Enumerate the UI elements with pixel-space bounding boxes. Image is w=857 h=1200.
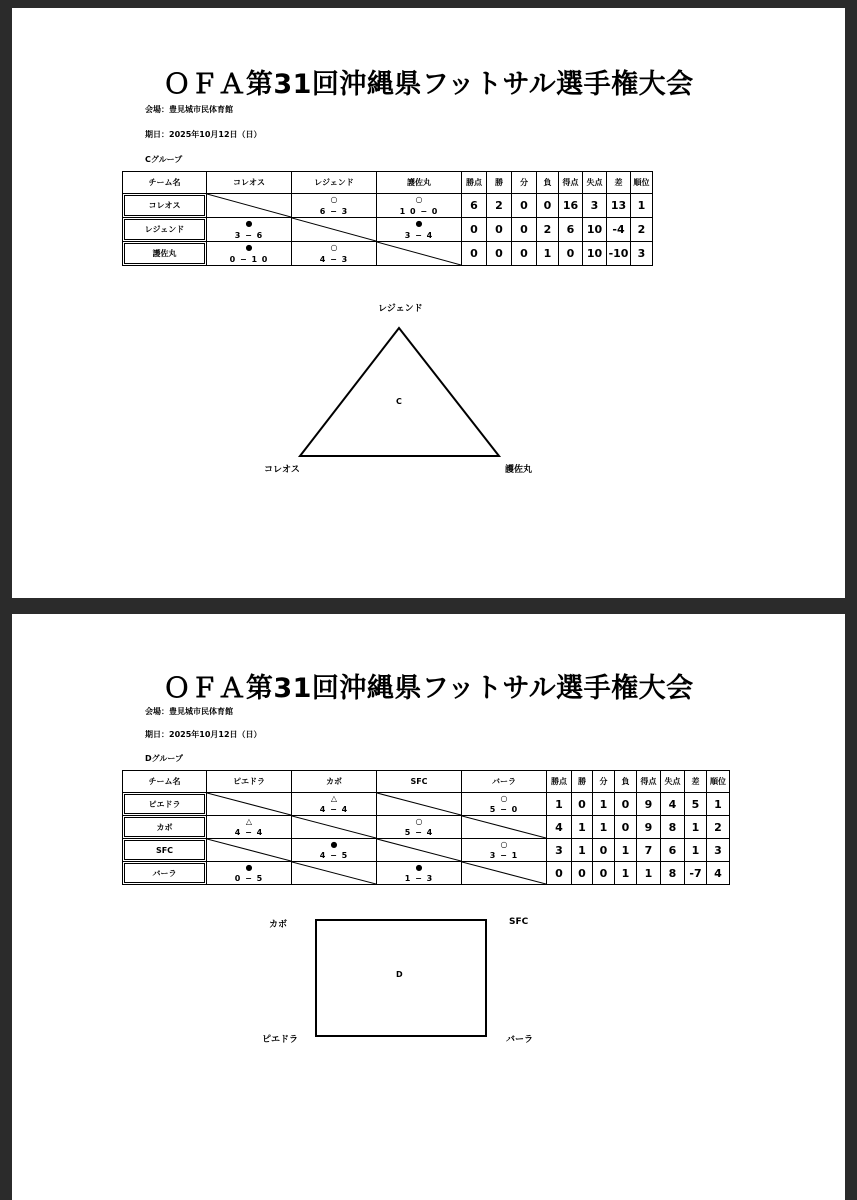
- header-stat: 負: [615, 771, 637, 793]
- results-table: [122, 770, 730, 885]
- stat-cell: 1: [615, 839, 637, 862]
- header-stat: 勝点: [462, 172, 487, 194]
- match-cell: ○ 1 0 − 0: [377, 194, 462, 218]
- stat-cell: 1: [572, 816, 593, 839]
- match-cell-self: [207, 793, 292, 816]
- stat-cell: 4: [707, 862, 730, 885]
- match-cell-self: [377, 839, 462, 862]
- stat-cell: 1: [615, 862, 637, 885]
- page-title: ＯＦＡ第31回沖縄県フットサル選手権大会: [163, 673, 694, 704]
- match-cell-self: [377, 242, 462, 266]
- team-name-cell: カボ: [123, 816, 207, 839]
- corner-label-bottom-left: コレオス: [264, 465, 300, 475]
- table-header-row: [123, 172, 653, 194]
- stat-cell: 10: [583, 218, 607, 242]
- header-stat: 分: [593, 771, 615, 793]
- header-team: チーム名: [123, 172, 207, 194]
- stat-cell: 0: [512, 242, 537, 266]
- group-label: Dグループ: [145, 754, 184, 763]
- header-stat: 差: [685, 771, 707, 793]
- stat-cell: 0: [487, 242, 512, 266]
- match-cell: ○ 5 − 4: [377, 816, 462, 839]
- table-row: [123, 816, 730, 839]
- stat-cell: -7: [685, 862, 707, 885]
- team-name-cell: バーラ: [123, 862, 207, 885]
- stat-cell: 3: [707, 839, 730, 862]
- group-label: Cグループ: [145, 155, 183, 164]
- stat-cell: 4: [547, 816, 572, 839]
- stat-cell: 10: [583, 242, 607, 266]
- team-name-cell: ピエドラ: [123, 793, 207, 816]
- match-cell: △ 4 − 4: [292, 793, 377, 816]
- match-cell: ○ 3 − 1: [462, 839, 547, 862]
- header-stat: 得点: [559, 172, 583, 194]
- stat-cell: 0: [512, 218, 537, 242]
- header-stat: 得点: [637, 771, 661, 793]
- document-page-group-c: [12, 8, 845, 598]
- page-title: ＯＦＡ第31回沖縄県フットサル選手権大会: [163, 69, 694, 100]
- stat-cell: 0: [559, 242, 583, 266]
- stat-cell: 1: [593, 816, 615, 839]
- stat-cell: 0: [547, 862, 572, 885]
- date-text: 期日：2025年10月12日（日）: [145, 130, 262, 139]
- header-opponent: コレオス: [207, 172, 292, 194]
- stat-cell: 16: [559, 194, 583, 218]
- match-cell-self: [292, 816, 377, 839]
- header-stat: 勝: [572, 771, 593, 793]
- stat-cell: 2: [707, 816, 730, 839]
- diagram-center-label: D: [396, 970, 403, 979]
- stat-cell: 7: [637, 839, 661, 862]
- match-cell: ○ 5 − 0: [462, 793, 547, 816]
- match-cell-empty: [207, 839, 292, 862]
- match-cell: ● 0 − 1 0: [207, 242, 292, 266]
- stat-cell: 8: [661, 862, 685, 885]
- stat-cell: 1: [707, 793, 730, 816]
- match-cell-empty: [292, 862, 377, 885]
- header-stat: 負: [537, 172, 559, 194]
- stat-cell: 5: [685, 793, 707, 816]
- table-header-row: [123, 771, 730, 793]
- stat-cell: 0: [572, 862, 593, 885]
- stat-cell: 0: [462, 218, 487, 242]
- match-cell-self: [292, 218, 377, 242]
- header-stat: 勝点: [547, 771, 572, 793]
- team-name-cell: レジェンド: [123, 218, 207, 242]
- match-cell: ● 1 − 3: [377, 862, 462, 885]
- stat-cell: 2: [537, 218, 559, 242]
- stat-cell: 0: [615, 816, 637, 839]
- venue-text: 会場：豊見城市民体育館: [145, 105, 233, 114]
- stat-cell: -4: [607, 218, 631, 242]
- match-cell-empty: [377, 793, 462, 816]
- match-cell: ○ 6 − 3: [292, 194, 377, 218]
- header-opponent: 護佐丸: [377, 172, 462, 194]
- match-cell: △ 4 − 4: [207, 816, 292, 839]
- stat-cell: 8: [661, 816, 685, 839]
- stat-cell: 6: [462, 194, 487, 218]
- stat-cell: 0: [487, 218, 512, 242]
- stat-cell: 0: [512, 194, 537, 218]
- stat-cell: 1: [685, 816, 707, 839]
- match-cell: ● 3 − 6: [207, 218, 292, 242]
- header-opponent: カボ: [292, 771, 377, 793]
- stat-cell: 3: [631, 242, 653, 266]
- match-cell: ● 4 − 5: [292, 839, 377, 862]
- table-row: [123, 862, 730, 885]
- corner-label-bottom-left: ピエドラ: [262, 1035, 299, 1045]
- table-row: [123, 839, 730, 862]
- corner-label-bottom-right: バーラ: [506, 1035, 534, 1045]
- stat-cell: 9: [637, 793, 661, 816]
- header-opponent: バーラ: [462, 771, 547, 793]
- header-stat: 失点: [583, 172, 607, 194]
- team-name-cell: コレオス: [123, 194, 207, 218]
- stat-cell: 1: [547, 793, 572, 816]
- stat-cell: 0: [462, 242, 487, 266]
- corner-label-top-right: SFC: [509, 917, 529, 927]
- stat-cell: 1: [637, 862, 661, 885]
- stat-cell: 1: [685, 839, 707, 862]
- corner-label-top: レジェンド: [378, 304, 423, 314]
- team-name-cell: SFC: [123, 839, 207, 862]
- table-row: [123, 194, 653, 218]
- match-cell: ○ 4 − 3: [292, 242, 377, 266]
- header-stat: 分: [512, 172, 537, 194]
- stat-cell: 13: [607, 194, 631, 218]
- header-stat: 順位: [631, 172, 653, 194]
- stat-cell: 1: [593, 793, 615, 816]
- stat-cell: -10: [607, 242, 631, 266]
- stat-cell: 4: [661, 793, 685, 816]
- header-opponent: SFC: [377, 771, 462, 793]
- stat-cell: 3: [547, 839, 572, 862]
- stat-cell: 6: [661, 839, 685, 862]
- team-name-cell: 護佐丸: [123, 242, 207, 266]
- stat-cell: 2: [631, 218, 653, 242]
- header-team: チーム名: [123, 771, 207, 793]
- header-opponent: ピエドラ: [207, 771, 292, 793]
- match-cell-self: [462, 862, 547, 885]
- table-row: [123, 242, 653, 266]
- stat-cell: 1: [572, 839, 593, 862]
- venue-text: 会場：豊見城市民体育館: [145, 707, 233, 716]
- stat-cell: 0: [593, 862, 615, 885]
- results-table: [122, 171, 653, 266]
- group-triangle-diagram: [297, 326, 502, 458]
- stat-cell: 0: [593, 839, 615, 862]
- corner-label-top-left: カボ: [269, 920, 288, 930]
- corner-label-bottom-right: 護佐丸: [505, 465, 533, 475]
- match-cell-self: [207, 194, 292, 218]
- header-stat: 失点: [661, 771, 685, 793]
- stat-cell: 0: [537, 194, 559, 218]
- stat-cell: 6: [559, 218, 583, 242]
- document-page-group-d: [12, 614, 845, 1200]
- match-cell: ● 3 − 4: [377, 218, 462, 242]
- header-stat: 順位: [707, 771, 730, 793]
- stat-cell: 0: [572, 793, 593, 816]
- stat-cell: 3: [583, 194, 607, 218]
- stat-cell: 2: [487, 194, 512, 218]
- table-row: [123, 793, 730, 816]
- stat-cell: 1: [631, 194, 653, 218]
- match-cell-empty: [462, 816, 547, 839]
- header-stat: 差: [607, 172, 631, 194]
- stat-cell: 1: [537, 242, 559, 266]
- header-stat: 勝: [487, 172, 512, 194]
- table-row: [123, 218, 653, 242]
- stat-cell: 9: [637, 816, 661, 839]
- header-opponent: レジェンド: [292, 172, 377, 194]
- match-cell: ● 0 − 5: [207, 862, 292, 885]
- diagram-center-label: C: [396, 397, 402, 406]
- date-text: 期日：2025年10月12日（日）: [145, 730, 262, 739]
- stat-cell: 0: [615, 793, 637, 816]
